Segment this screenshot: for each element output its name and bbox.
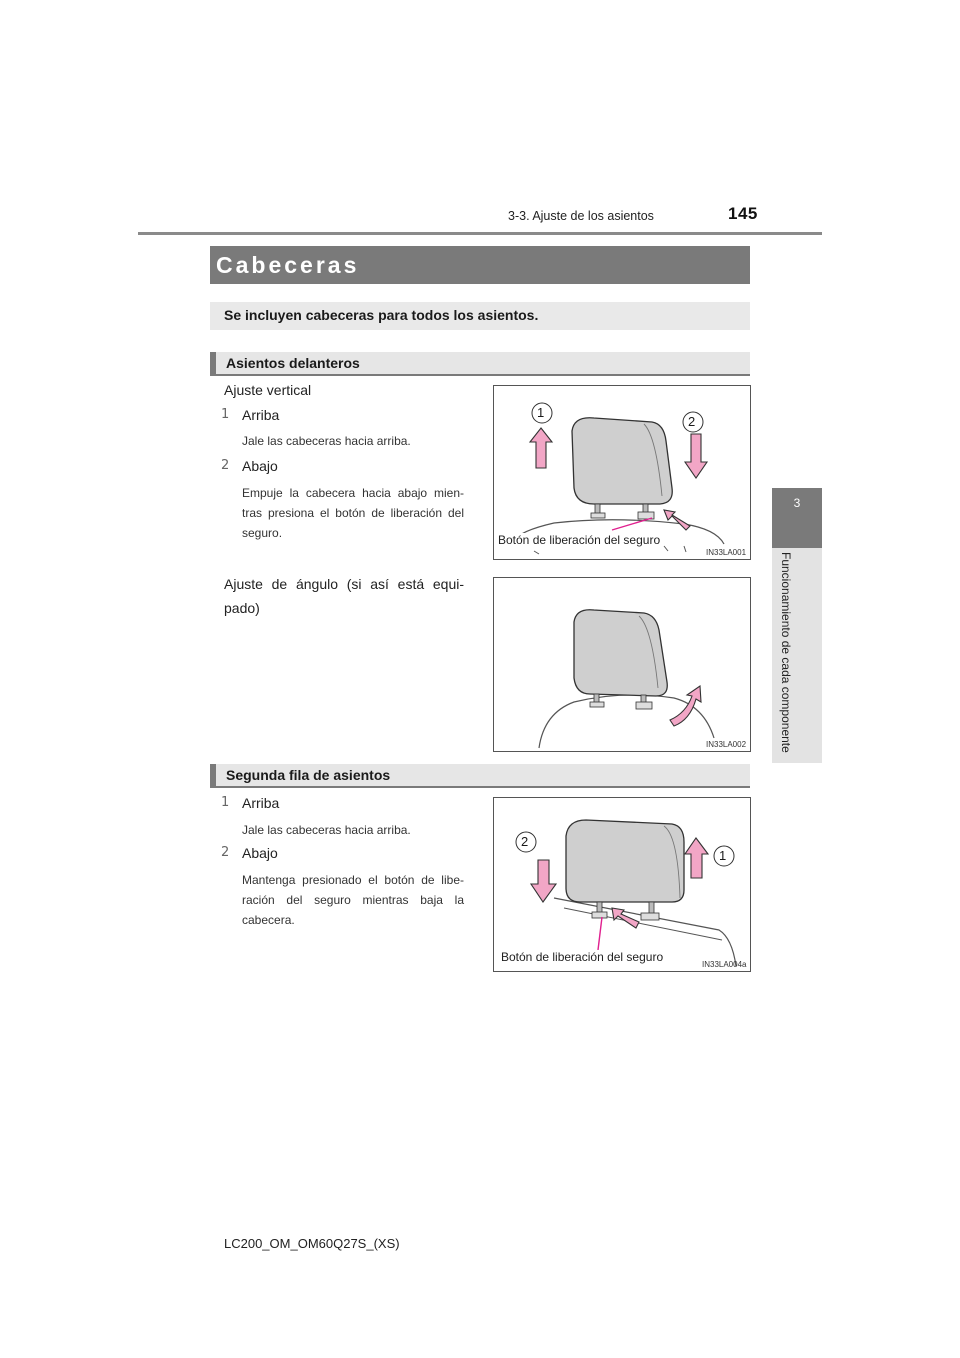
page-number: 145 xyxy=(728,204,758,223)
callout-1: 1 xyxy=(537,405,545,420)
item-label-down: Abajo xyxy=(242,845,278,861)
figure-code: IN33LA002 xyxy=(706,740,747,749)
item-label-down: Abajo xyxy=(242,458,278,474)
item-desc-down-line: cabecera. xyxy=(242,913,295,927)
figure-second-row xyxy=(493,797,751,972)
release-button-label: Botón de liberación del seguro xyxy=(501,950,664,964)
item-number: 2 xyxy=(221,845,230,860)
section-heading-second-row-text: Segunda fila de asientos xyxy=(226,767,391,783)
item-number: 1 xyxy=(221,795,230,810)
headrest-angle-illustration xyxy=(494,578,750,751)
release-button-label: Botón de liberación del seguro xyxy=(498,533,661,547)
item-number: 2 xyxy=(221,458,230,473)
page-title: Cabeceras xyxy=(216,252,360,278)
intro-text: Se incluyen cabeceras para todos los asientos. xyxy=(224,307,539,323)
callout-2: 2 xyxy=(688,414,696,429)
chapter-title: Funcionamiento de cada componente xyxy=(779,552,793,753)
section-heading-front-text: Asientos delanteros xyxy=(226,355,360,371)
angle-adjust-label-line: pado) xyxy=(224,600,260,616)
section-heading-second-row xyxy=(210,764,750,788)
figure-front-vertical xyxy=(493,385,751,560)
callout-2: 2 xyxy=(521,834,529,849)
item-desc-down-line: Mantenga presionado el botón de libe- xyxy=(242,873,464,887)
item-desc-down-line: tras presiona el botón de liberación del xyxy=(242,506,464,520)
figure-code: IN33LA001 xyxy=(706,548,747,557)
figure-front-angle xyxy=(493,577,751,752)
item-number: 1 xyxy=(221,407,230,422)
figure-code: IN33LA004a xyxy=(702,960,747,969)
item-desc-up: Jale las cabeceras hacia arriba. xyxy=(242,434,411,448)
section-heading-front xyxy=(210,352,750,376)
item-label-up: Arriba xyxy=(242,407,280,423)
item-desc-up: Jale las cabeceras hacia arriba. xyxy=(242,823,411,837)
item-label-up: Arriba xyxy=(242,795,280,811)
angle-adjust-label-line: Ajuste de ángulo (si así está equi- xyxy=(224,576,464,592)
callout-1: 1 xyxy=(719,848,727,863)
item-desc-down-line: ración del seguro mientras baja la xyxy=(242,893,464,907)
item-desc-down-line: seguro. xyxy=(242,526,283,540)
vertical-adjust-label: Ajuste vertical xyxy=(224,382,312,398)
second-row-headrest-illustration xyxy=(494,798,750,971)
item-desc-down-line: Empuje la cabecera hacia abajo mien- xyxy=(242,486,464,500)
chapter-number: 3 xyxy=(793,496,801,510)
header-section-title: 3-3. Ajuste de los asientos xyxy=(508,209,654,223)
document-code: LC200_OM_OM60Q27S_(XS) xyxy=(224,1236,400,1251)
header-rule xyxy=(138,232,822,235)
